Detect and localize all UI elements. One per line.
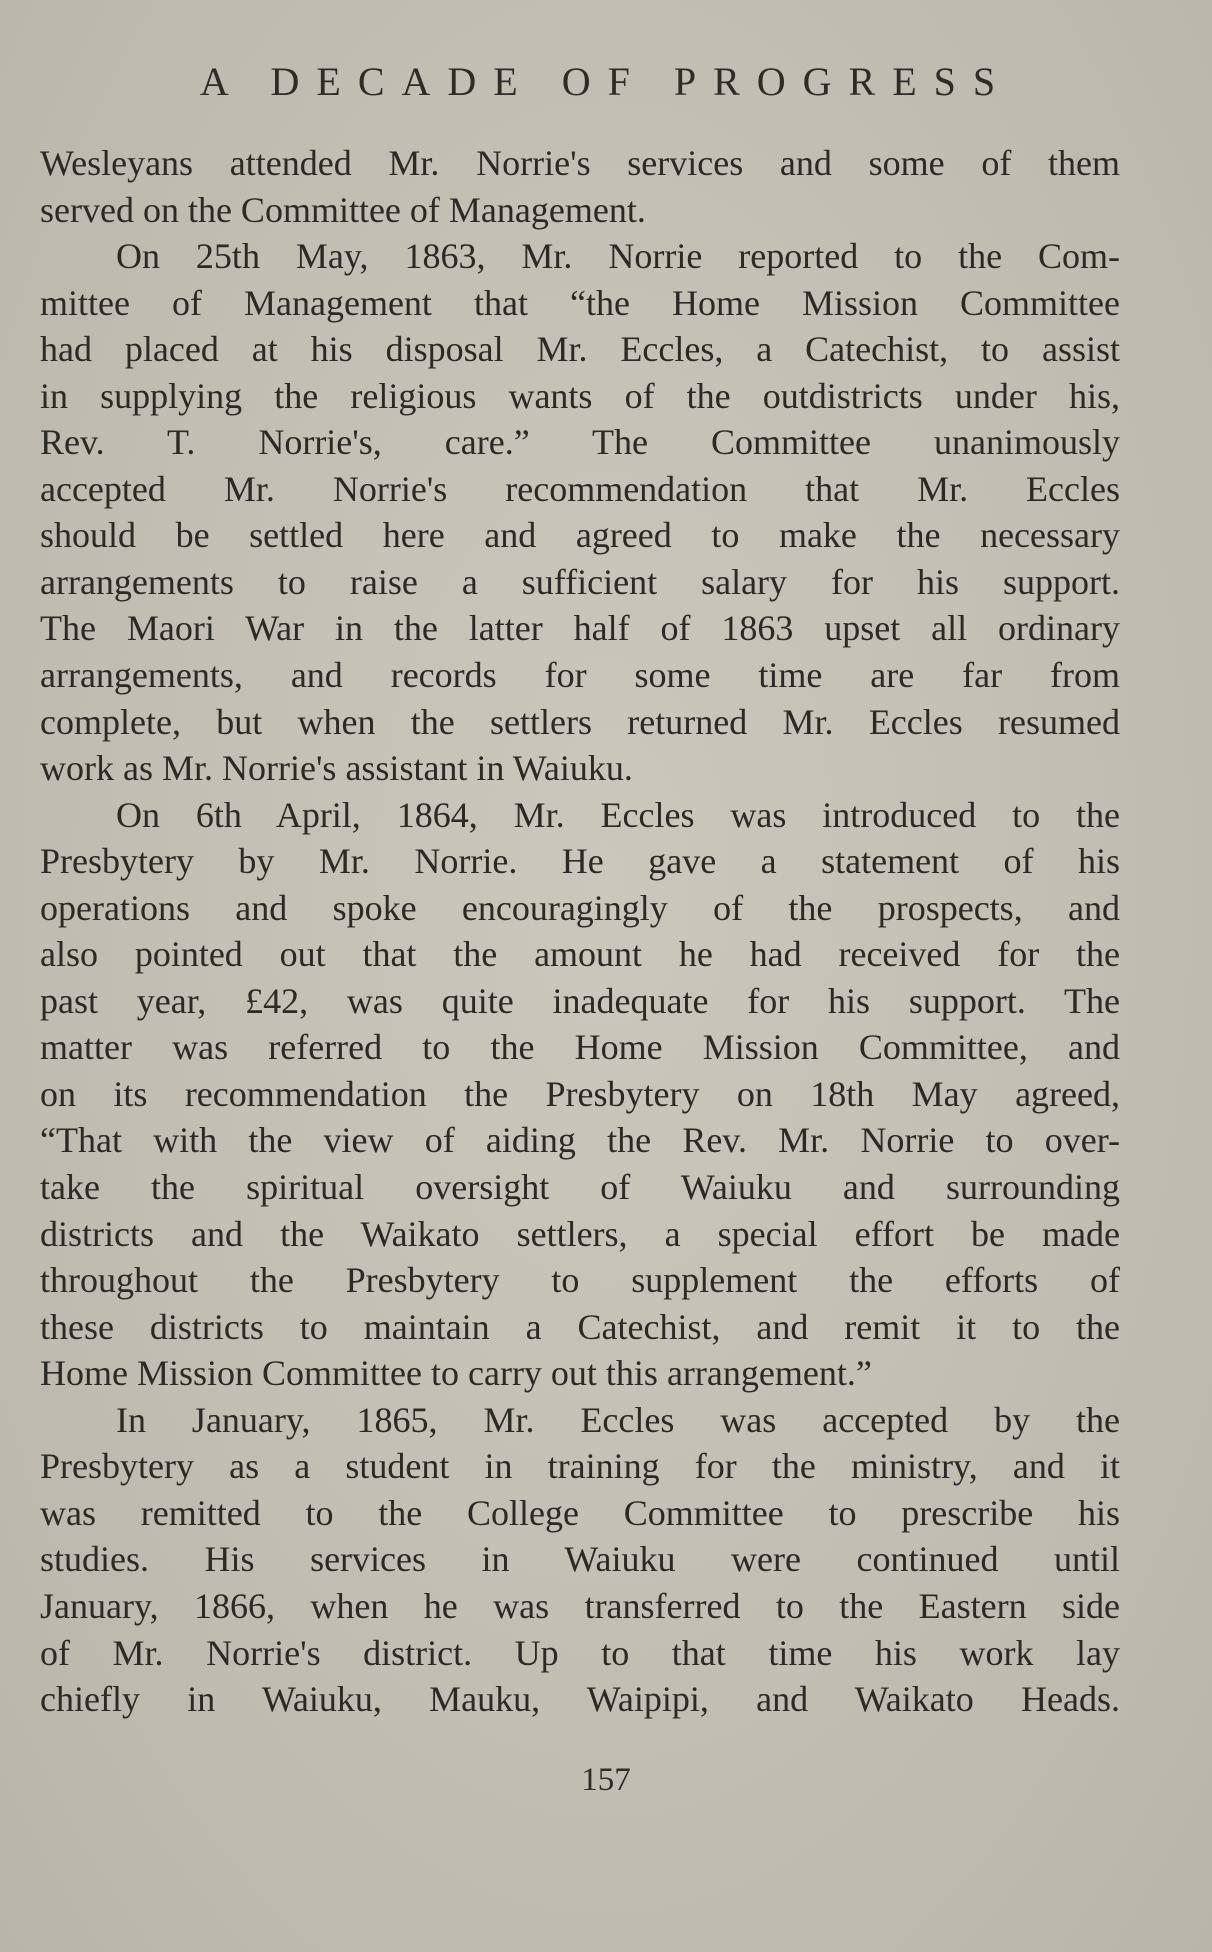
page-number: 157 <box>581 1762 631 1798</box>
text-line: mittee of Management that “the Home Mission Committee <box>40 282 1120 323</box>
text-line: matter was referred to the Home Mission Committee, and <box>40 1027 1120 1068</box>
text-line: arrangements, and records for some time are far from <box>40 655 1120 696</box>
text-line: The Maori War in the latter half of 1863 upset all ordinary <box>40 608 1120 649</box>
text-line: Presbytery as a student in training for the ministry, and it <box>40 1446 1120 1487</box>
text-line: “That with the view of aiding the Rev. Mr. Norrie to over- <box>40 1120 1120 1161</box>
text-line: also pointed out that the amount he had received for the <box>40 934 1120 975</box>
text-line: should be settled here and agreed to make the necessary <box>40 515 1120 556</box>
text-line: Presbytery by Mr. Norrie. He gave a statement of his <box>40 841 1120 882</box>
text-line: Home Mission Committee to carry out this arrangement.” <box>40 1353 872 1394</box>
text-line: chiefly in Waiuku, Mauku, Waipipi, and Waikato Heads. <box>40 1679 1120 1720</box>
text-line: past year, £42, was quite inadequate for his support. The <box>40 980 1120 1021</box>
text-line: of Mr. Norrie's district. Up to that time his work lay <box>40 1632 1120 1673</box>
text-line: complete, but when the settlers returned Mr. Eccles resumed <box>40 701 1120 742</box>
text-line: had placed at his disposal Mr. Eccles, a Catechist, to assist <box>40 329 1120 370</box>
text-line: take the spiritual oversight of Waiuku and surrounding <box>40 1167 1120 1208</box>
text-line: On 25th May, 1863, Mr. Norrie reported to the Com- <box>116 236 1120 277</box>
text-line: January, 1866, when he was transferred to the Eastern side <box>40 1585 1120 1626</box>
text-line: studies. His services in Waiuku were continued until <box>40 1539 1120 1580</box>
text-line: served on the Committee of Management. <box>40 189 646 230</box>
text-line: Wesleyans attended Mr. Norrie's services and some of them <box>40 143 1120 183</box>
text-line: accepted Mr. Norrie's recommendation that Mr. Eccles <box>40 468 1120 509</box>
text-line: arrangements to raise a sufficient salary for his support. <box>40 561 1120 602</box>
text-line: work as Mr. Norrie's assistant in Waiuku. <box>40 748 633 789</box>
text-line: operations and spoke encouragingly of the prospects, and <box>40 887 1120 928</box>
text-line: On 6th April, 1864, Mr. Eccles was introduced to the <box>116 794 1120 835</box>
text-line: was remitted to the College Committee to prescribe his <box>40 1492 1120 1533</box>
text-line: in supplying the religious wants of the outdistricts under his, <box>40 375 1120 416</box>
text-line: Rev. T. Norrie's, care.” The Committee unanimously <box>40 422 1120 463</box>
text-line: In January, 1865, Mr. Eccles was accepted by the <box>116 1399 1120 1440</box>
text-line: throughout the Presbytery to supplement the efforts of <box>40 1260 1120 1301</box>
text-line: on its recommendation the Presbytery on 18th May agreed, <box>40 1073 1120 1114</box>
running-head: A DECADE OF PROGRESS <box>199 59 1013 104</box>
text-line: these districts to maintain a Catechist, and remit it to the <box>40 1306 1120 1347</box>
body-text <box>40 140 1120 1723</box>
text-line: districts and the Waikato settlers, a special effort be made <box>40 1213 1120 1254</box>
